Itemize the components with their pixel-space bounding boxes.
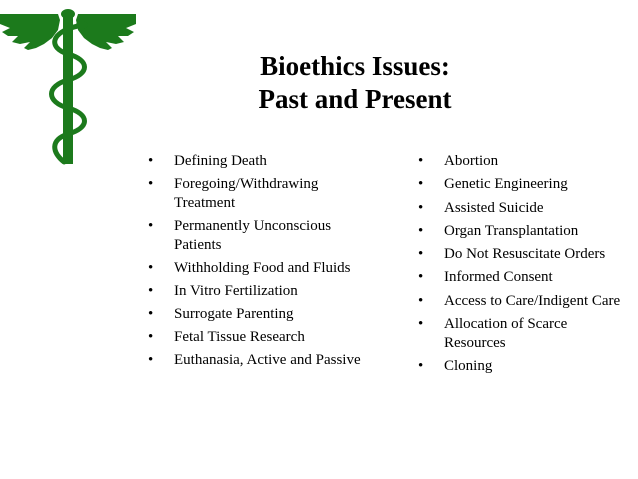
caduceus-icon: [0, 8, 136, 168]
list-item-text: Do Not Resuscitate Orders: [444, 246, 606, 263]
list-item-text: Surrogate Parenting: [174, 306, 294, 322]
bullet-icon: •: [418, 199, 424, 216]
list-item-text: Euthanasia, Active and Passive: [174, 352, 361, 368]
bullet-icon: •: [418, 176, 424, 193]
list-item: [148, 175, 368, 213]
list-item: [418, 315, 623, 353]
bullet-icon: •: [148, 352, 154, 368]
list-item-text: Allocation of Scarce Resources: [444, 316, 568, 352]
list-item-text: Informed Consent: [444, 269, 553, 286]
bullet-icon: •: [148, 153, 154, 169]
bullet-icon: •: [148, 218, 154, 234]
bullet-icon: •: [148, 283, 154, 299]
list-item-text: Defining Death: [174, 153, 267, 169]
title-line-1: Bioethics Issues:: [260, 51, 450, 81]
list-item: [418, 268, 623, 287]
bullet-icon: •: [148, 176, 154, 192]
bullet-icon: •: [148, 329, 154, 345]
list-item: [418, 245, 623, 264]
title-line-2: Past and Present: [258, 84, 452, 114]
bullet-icon: •: [418, 316, 424, 333]
list-item-text: Foregoing/Withdrawing Treatment: [174, 176, 319, 211]
list-item-text: Fetal Tissue Research: [174, 329, 305, 345]
bullet-icon: •: [418, 246, 424, 263]
list-item-text: Cloning: [444, 358, 493, 375]
list-item-text: Abortion: [444, 153, 499, 169]
list-item: [148, 259, 368, 278]
list-item: [148, 217, 368, 255]
list-item: [418, 152, 623, 171]
list-item-text: In Vitro Fertilization: [174, 283, 298, 299]
list-item: [148, 328, 368, 347]
right-bullet-list: [418, 152, 623, 381]
list-item: [148, 152, 368, 171]
bullet-icon: •: [418, 153, 424, 169]
bullet-icon: •: [418, 358, 424, 375]
list-item: [418, 175, 623, 194]
list-item-text: Permanently Unconscious Patients: [174, 218, 332, 253]
left-bullet-list: [148, 152, 368, 374]
list-item: [418, 222, 623, 241]
list-item: [148, 351, 368, 370]
list-item: [418, 199, 623, 218]
page-title: [160, 50, 550, 116]
list-item-text: Organ Transplantation: [444, 222, 579, 239]
bullet-icon: •: [418, 222, 424, 239]
list-item-text: Withholding Food and Fluids: [174, 260, 351, 276]
list-item-text: Genetic Engineering: [444, 176, 568, 193]
bullet-icon: •: [148, 260, 154, 276]
list-item: [148, 305, 368, 324]
bullet-icon: •: [148, 306, 154, 322]
list-item: [418, 292, 623, 311]
list-item: [418, 357, 623, 376]
bullet-icon: •: [418, 292, 424, 309]
list-item-text: Assisted Suicide: [444, 199, 544, 216]
list-item-text: Access to Care/Indigent Care: [444, 292, 621, 309]
list-item: [148, 282, 368, 301]
bullet-icon: •: [418, 269, 424, 286]
